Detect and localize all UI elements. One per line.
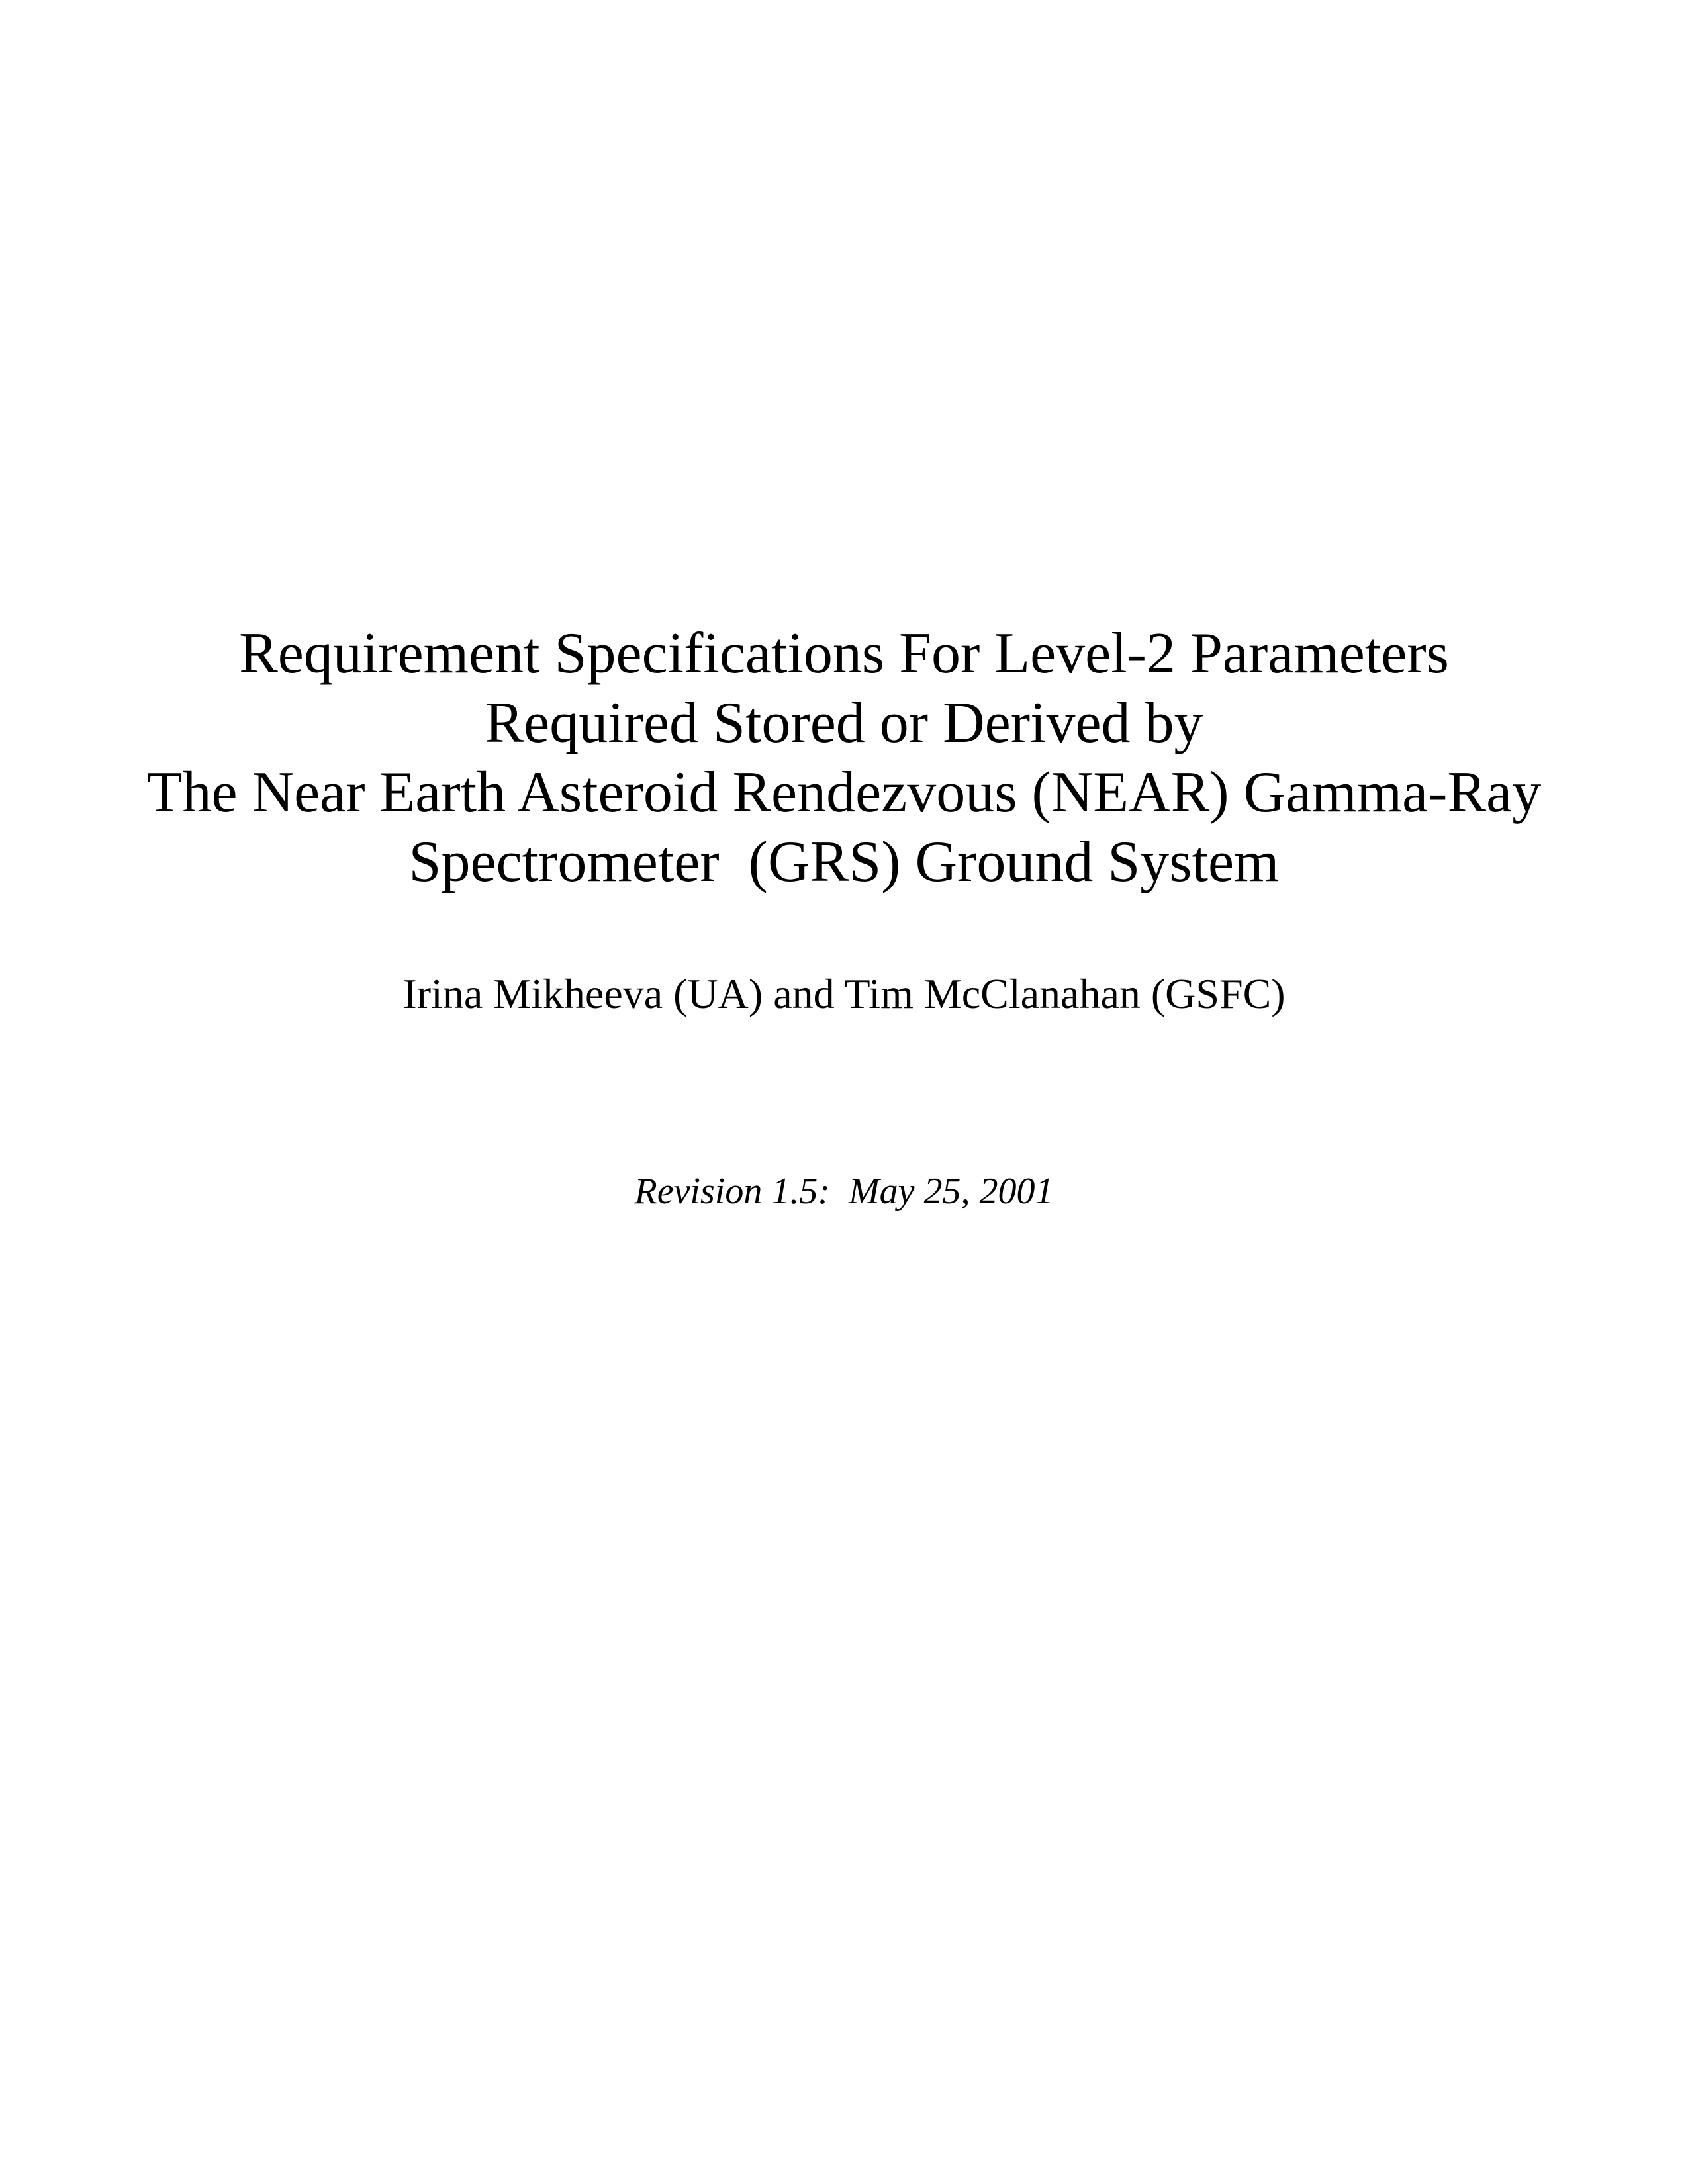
document-title (0, 619, 1688, 897)
title-line-2: Required Stored or Derived by (485, 691, 1203, 755)
document-revision: Revision 1.5: May 25, 2001 (634, 1171, 1054, 1212)
title-line-1: Requirement Specifications For Level-2 Parameters (239, 621, 1449, 686)
title-line-4: Spectrometer (GRS) Ground System (408, 830, 1280, 894)
title-line-3: The Near Earth Asteroid Rendezvous (NEAR) Gamma-Ray (146, 760, 1542, 825)
document-authors: Irina Mikheeva (UA) and Tim McClanahan (GSFC) (402, 970, 1286, 1017)
